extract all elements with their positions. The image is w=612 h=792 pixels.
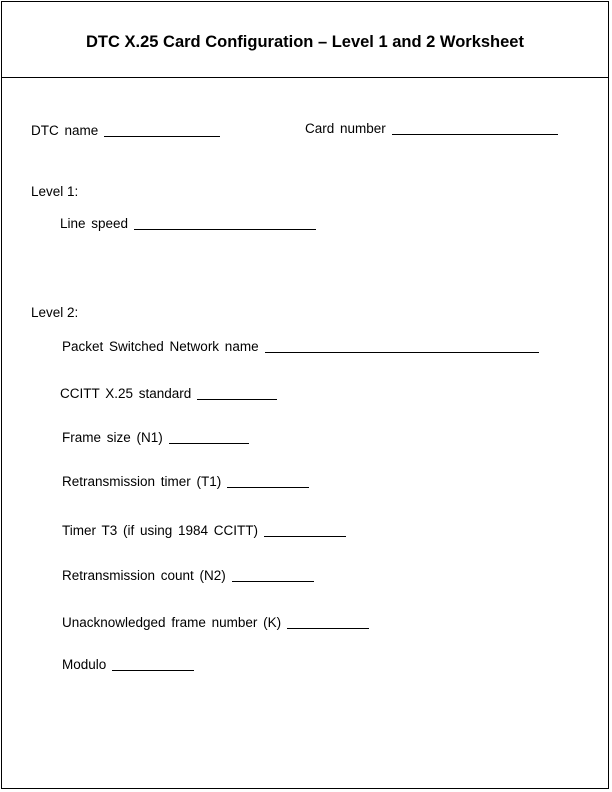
line-speed-blank[interactable]: [134, 217, 316, 230]
psn-name-label: Packet Switched Network name: [62, 339, 259, 354]
unack-frame-number-label: Unacknowledged frame number (K): [62, 615, 282, 630]
modulo-field: [62, 657, 194, 672]
retransmission-timer-label: Retransmission timer (T1): [62, 474, 222, 489]
title-bar: [2, 2, 608, 78]
retransmission-count-field: [62, 568, 314, 583]
retransmission-count-label: Retransmission count (N2): [62, 568, 226, 583]
line-speed-field: [60, 216, 316, 231]
level-1-heading: Level 1:: [31, 184, 79, 199]
psn-name-blank[interactable]: [265, 340, 539, 353]
worksheet-page: [1, 1, 609, 789]
card-number-blank[interactable]: [392, 122, 558, 135]
frame-size-label: Frame size (N1): [62, 430, 163, 445]
ccitt-standard-field: [60, 386, 277, 401]
dtc-name-label: DTC name: [31, 123, 99, 138]
card-number-label: Card number: [305, 121, 386, 136]
line-speed-label: Line speed: [60, 216, 129, 231]
frame-size-blank[interactable]: [169, 431, 249, 444]
ccitt-standard-label: CCITT X.25 standard: [60, 386, 192, 401]
modulo-label: Modulo: [62, 657, 107, 672]
retransmission-timer-field: [62, 474, 309, 489]
unack-frame-number-field: [62, 615, 369, 630]
retransmission-count-blank[interactable]: [232, 569, 314, 582]
retransmission-timer-blank[interactable]: [227, 475, 309, 488]
level-2-heading: Level 2:: [31, 305, 79, 320]
psn-name-field: [62, 339, 539, 354]
timer-t3-label: Timer T3 (if using 1984 CCITT): [62, 523, 259, 538]
dtc-name-blank[interactable]: [104, 124, 220, 137]
worksheet-title: DTC X.25 Card Configuration – Level 1 and 2 Worksheet: [86, 33, 524, 51]
modulo-blank[interactable]: [112, 658, 194, 671]
card-number-field: [305, 121, 558, 136]
dtc-name-field: [31, 123, 220, 138]
timer-t3-blank[interactable]: [264, 524, 346, 537]
frame-size-field: [62, 430, 249, 445]
ccitt-standard-blank[interactable]: [197, 387, 277, 400]
timer-t3-field: [62, 523, 346, 538]
unack-frame-number-blank[interactable]: [287, 616, 369, 629]
